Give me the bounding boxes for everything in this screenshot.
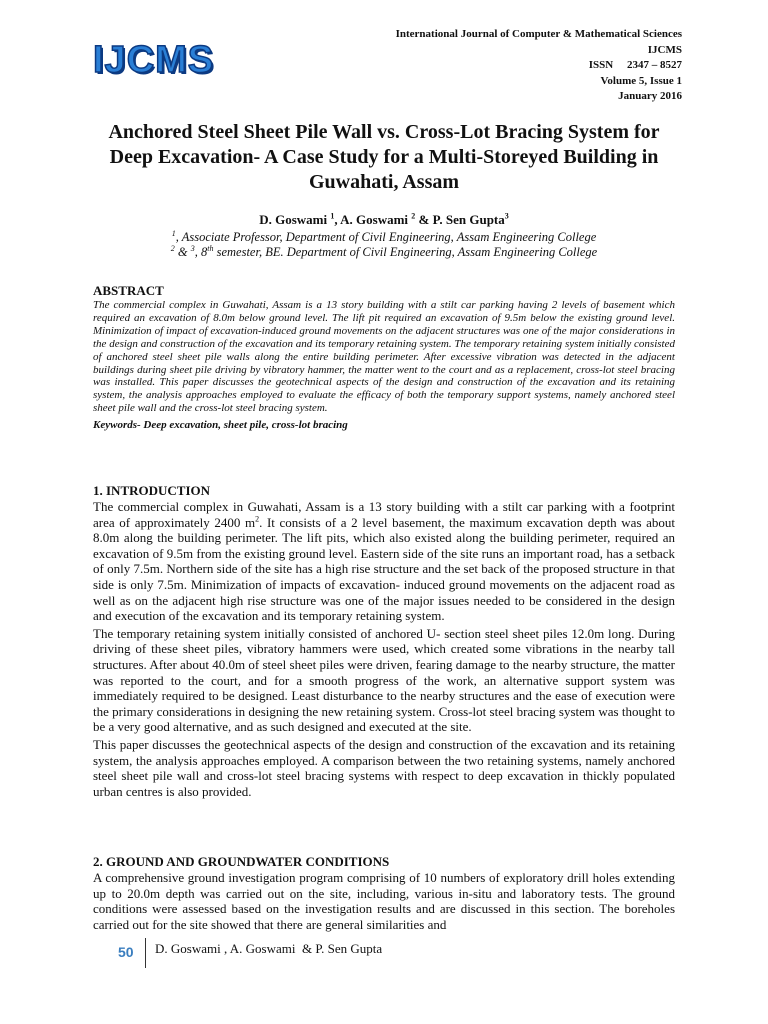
- ground-conditions-section: [93, 854, 675, 934]
- journal-date: January 2016: [618, 90, 682, 102]
- ground-conditions-paragraph-1: A comprehensive ground investigation program comprising of 10 numbers of exploratory drill holes extending up to 20.0m depth was carried out on the site, including, various in-situ and laboratory tests. The ground conditions were assessed based on the investigation results and are discussed in this section. The boreholes carried out for the site showed that there are general similarities and: [93, 870, 675, 932]
- affiliation-2-amp: &: [174, 245, 191, 259]
- journal-info: [396, 27, 682, 105]
- affiliation-2-pre: , 8: [194, 245, 208, 259]
- intro-p1-part-a: The commercial complex in Guwahati, Assam is a 13 story building with a stilt car parking with a footprint area of approximately 2400 m: [93, 499, 675, 530]
- journal-name: International Journal of Computer & Mathematical Sciences: [395, 28, 682, 40]
- introduction-paragraph-2: The temporary retaining system initially consisted of anchored U- section steel sheet piles 12.0m long. During driving of these sheet piles, vibratory hammers were used, which created some vibrations in the nearby tall structures. After about 40.0m of steel sheet piles were driven, fearing damage to the nearby structure, the matter was reported to the court, and for a smooth progress of the work, an alternative support system was immediately required to be designed. Least disturbance to the nearby structures and the ease of execution were the primary considerations in designing the new retaining system. Cross-lot steel bracing system was thought to be a very good alternative, and as such designed and executed at the site.: [93, 625, 675, 735]
- introduction-section: [93, 483, 675, 801]
- affiliation-1-sup: 1: [171, 228, 176, 238]
- author-1: D. Goswami: [259, 212, 331, 227]
- page-number: 50: [118, 944, 134, 960]
- keywords: Keywords- Deep excavation, sheet pile, cross-lot bracing: [93, 419, 348, 432]
- author-1-sup: 1: [330, 211, 335, 221]
- intro-p1-part-b: . It consists of a 2 level basement, the maximum excavation depth was about 8.0m along the building perimeter. The lift pits, which also existed along the building perimeter, required an excavation of 9.5m from the existing ground level. Eastern side of the site runs an important road, has a setback of only 7.5m. Northern side of the site has a high rise structure and the set back of the proposed structure in that side is only 7.5m. Minimization of impacts of excavation- induced ground movements on the adjacent road as well as on the adjacent high rise structure was one of the major issues needed to be considered in the design and execution of the excavation and its temporary retaining system.: [93, 514, 675, 624]
- intro-p1-sup: 2: [255, 514, 260, 524]
- affiliation-2: [90, 245, 678, 260]
- affiliation-2-sup-a: 2: [170, 243, 175, 253]
- footer-authors: D. Goswami , A. Goswami & P. Sen Gupta: [155, 941, 383, 956]
- author-2-sup: 2: [411, 211, 416, 221]
- introduction-paragraph-1: [93, 499, 675, 624]
- affiliation-2-sup-b: 3: [190, 243, 195, 253]
- affiliation-1: [90, 230, 678, 245]
- author-line: [90, 212, 678, 228]
- paper-title: Anchored Steel Sheet Pile Wall vs. Cross-Lot Bracing System for Deep Excavation- A Case Study for a Multi-Storeyed Building in Guwahati, Assam: [108, 121, 660, 193]
- introduction-heading: 1. INTRODUCTION: [93, 483, 211, 498]
- affiliation-2-sup-th: th: [207, 243, 214, 253]
- abstract-text: The commercial complex in Guwahati, Assam is a 13 story building with a stilt car parking having 2 levels of basement which required an excavation of 8.0m below ground level. The lift pit required an excavation of 9.5m below the existing ground level. Minimization of impact of excavation-induced ground movements on the adjacent structures was one of the major considerations in the design and construction of the excavation and its temporary retaining system. The temporary retaining system initially consisted of anchored steel sheet pile walls along the entire building perimeter. After excessive vibration was detected in the adjacent buildings during sheet pile driving by vibratory hammer, the matter went to the court and as a replacement, cross-lot steel bracing was installed. This paper discusses the geotechnical aspects of the design and construction of the excavation and its retaining system, the analysis approaches employed to evaluate the efficacy of both the temporary support systems, namely anchored steel sheet pile wall and the cross-lot steel bracing system.: [93, 299, 675, 415]
- journal-logo: IJCMS: [93, 39, 215, 81]
- abstract-section: [93, 283, 675, 432]
- journal-issn: ISSN 2347 – 8527: [588, 59, 682, 71]
- footer-divider: [145, 938, 146, 968]
- affiliation-2-text: semester, BE. Department of Civil Engineering, Assam Engineering College: [213, 245, 598, 259]
- author-2: , A. Goswami: [334, 212, 412, 227]
- author-3: & P. Sen Gupta: [415, 212, 505, 227]
- author-3-sup: 3: [504, 211, 509, 221]
- abstract-heading: ABSTRACT: [93, 283, 164, 298]
- affiliation-1-text: , Associate Professor, Department of Civil Engineering, Assam Engineering College: [175, 230, 597, 244]
- journal-abbrev: IJCMS: [647, 43, 682, 56]
- ground-conditions-heading: 2. GROUND AND GROUNDWATER CONDITIONS: [93, 854, 390, 869]
- journal-volume: Volume 5, Issue 1: [600, 74, 682, 87]
- introduction-paragraph-3: This paper discusses the geotechnical aspects of the design and construction of the excavation and its retaining system, the analysis approaches employed. A comparison between the two retaining systems, namely anchored steel sheet pile wall and cross-lot steel bracing systems with respect to deep excavation in thickly populated urban centres is also provided.: [93, 736, 675, 799]
